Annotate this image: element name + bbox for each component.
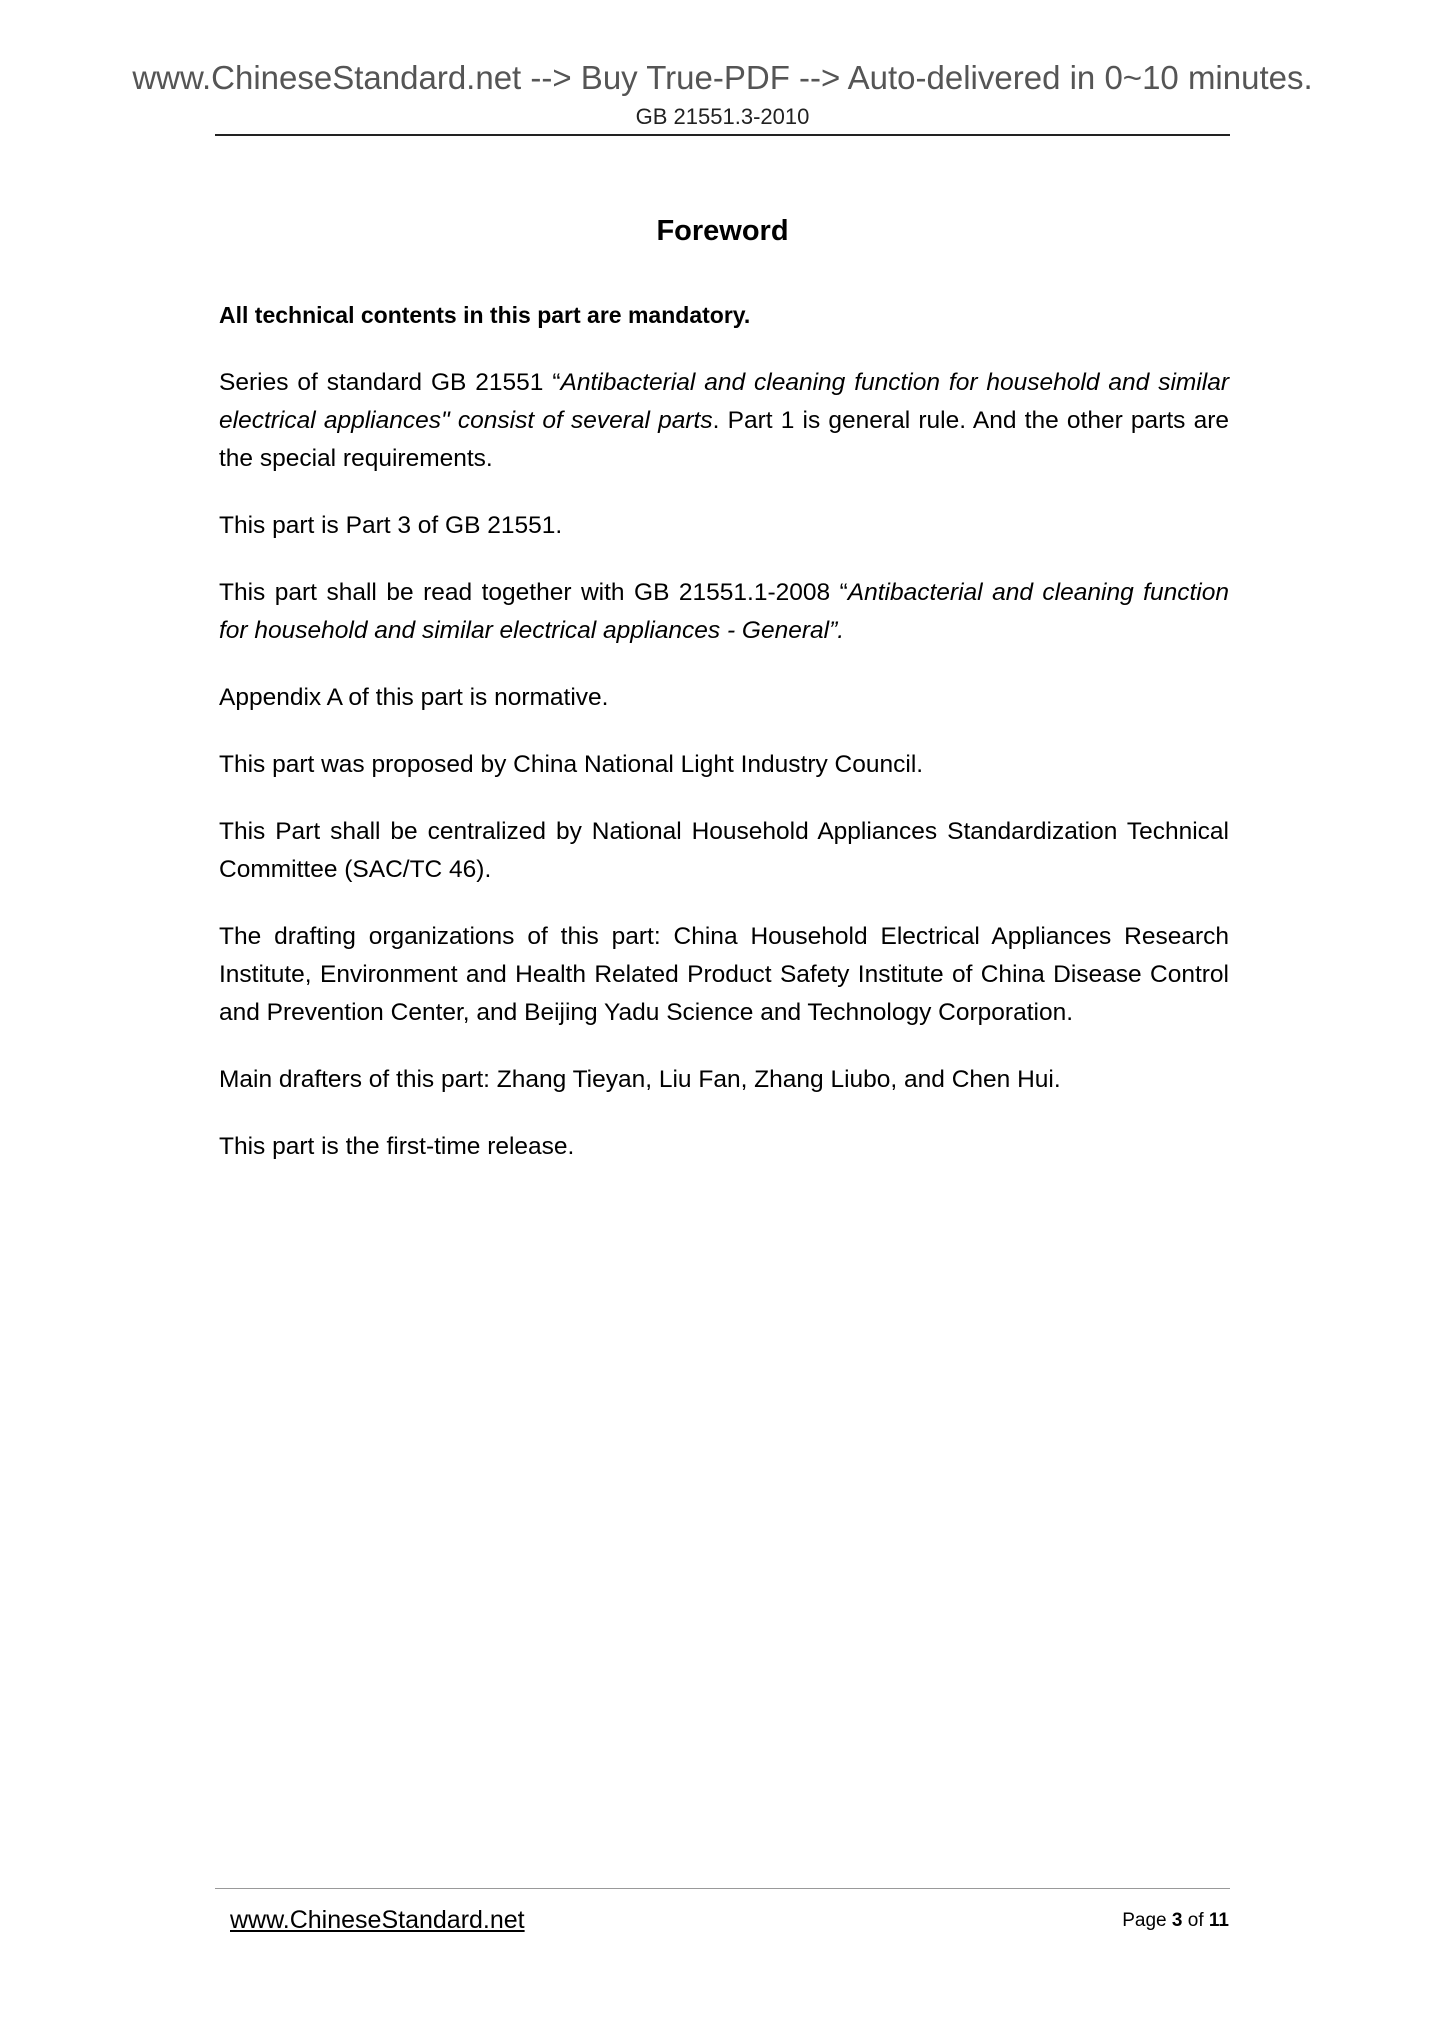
series-text-end: . Part 1 is general rule. And the other parts are the special requirements. (219, 407, 1229, 472)
main-drafters-paragraph: Main drafters of this part: Zhang Tieyan, Liu Fan, Zhang Liubo, and Chen Hui. (219, 1066, 1061, 1093)
series-text-start: Series of standard GB 21551 “ (219, 369, 561, 396)
mandatory-statement: All technical contents in this part are mandatory. (219, 302, 751, 328)
page-current: 3 (1171, 1910, 1183, 1931)
read-together-text: This part shall be read together with GB 21551.1-2008 “ (219, 579, 848, 606)
part-number-paragraph: This part is Part 3 of GB 21551. (219, 512, 563, 539)
series-title: Antibacterial and cleaning function for household and similar electrical appliances" consist of several parts (219, 369, 1229, 434)
release-paragraph: This part is the first-time release. (219, 1133, 575, 1160)
drafting-organizations-paragraph: The drafting organizations of this part: China Household Electrical Appliances Research Institute, Environment and Health Related Product Safety Institute of China Disease Control and Prevention Center, and Beijing Yadu Science and Technology Corporation. (219, 923, 1229, 1026)
proposed-by-paragraph: This part was proposed by China National Light Industry Council. (219, 751, 924, 778)
centralized-by-paragraph: This Part shall be centralized by National Household Appliances Standardization Technical Committee (SAC/TC 46). (219, 818, 1229, 883)
general-part-title: Antibacterial and cleaning function for household and similar electrical appliances - General”. (219, 579, 1229, 644)
page-of: of (1187, 1910, 1204, 1931)
header-banner: www.ChineseStandard.net --> Buy True-PDF --> Auto-delivered in 0~10 minutes. (132, 59, 1313, 96)
appendix-paragraph: Appendix A of this part is normative. (219, 684, 609, 711)
page-number (1122, 1910, 1229, 1932)
page-total: 11 (1208, 1910, 1229, 1931)
read-together-paragraph (219, 574, 1229, 650)
series-paragraph (219, 364, 1229, 478)
page-title: Foreword (656, 215, 789, 247)
document-code: GB 21551.3-2010 (635, 104, 810, 129)
page-word: Page (1122, 1910, 1167, 1931)
foreword-body (219, 296, 1229, 1195)
header-divider (215, 134, 1230, 136)
footer-divider (215, 1888, 1230, 1889)
footer-website-link[interactable]: www.ChineseStandard.net (230, 1906, 525, 1934)
